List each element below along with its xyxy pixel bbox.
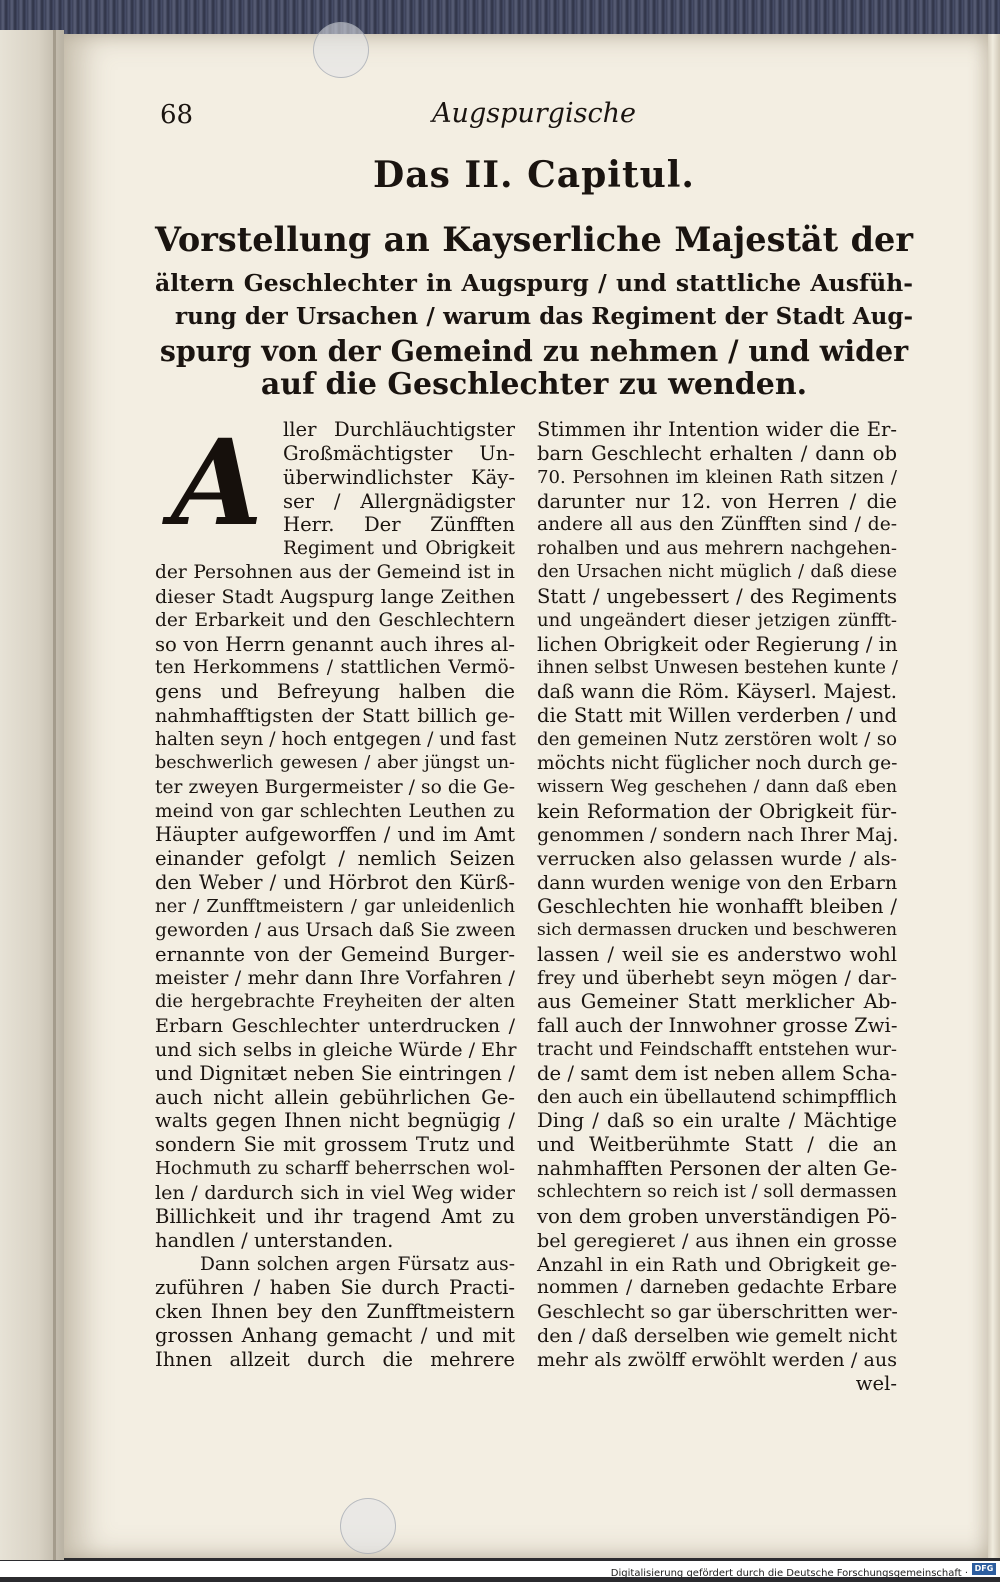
text-line: daß wann die Röm. Käyserl. Majest. (537, 680, 897, 704)
text-line: cken Ihnen bey den Zunfftmeistern (155, 1300, 515, 1324)
text-line: handlen / unterstanden. (155, 1228, 394, 1252)
text-line: Hochmuth zu scharff beherrschen wol- (155, 1158, 515, 1180)
text-line: nahmhafften Personen der alten Ge- (537, 1157, 898, 1181)
page-content (155, 98, 913, 1395)
text-line: meister / mehr dann Ihre Vorfahren / (155, 966, 515, 990)
text-line: halten seyn / hoch entgegen / und fast (155, 728, 517, 750)
text-line: genommen / sondern nach Ihrer Maj. (537, 823, 899, 847)
text-line: der Persohnen aus der Gemeind ist in (155, 562, 515, 584)
text-line: lassen / weil sie es anderstwo wohl (537, 942, 897, 966)
text-line: möchts nicht füglicher noch durch ge- (537, 752, 898, 774)
digitization-footer (0, 1561, 1000, 1577)
text-line: gens und Befreyung halben die (155, 680, 515, 704)
title-line-3: rung der Ursachen / warum das Regiment der Stadt Aug- (175, 303, 913, 330)
text-line: meind von gar schlechten Leuthen zu (155, 800, 515, 822)
text-line: den auch ein übellautend schimpfflich (537, 1086, 897, 1108)
text-line: von dem groben unverständigen Pö- (537, 1204, 897, 1228)
text-line: ten Herkommens / stattlichen Vermö- (155, 657, 515, 679)
text-line: dieser Stadt Augspurg lange Zeithen (155, 584, 515, 608)
text-line: Herr. Der Zünfften (283, 513, 515, 537)
text-line: Häupter aufgeworffen / und im Amt (155, 823, 515, 847)
text-line: nommen / darneben gedachte Erbare (537, 1277, 897, 1299)
text-line: der Erbarkeit und den Geschlechtern (155, 609, 515, 631)
text-line: beschwerlich gewesen / aber jüngst un- (155, 752, 515, 773)
text-line: Dann solchen argen Fürsatz aus- (200, 1253, 515, 1275)
text-line: wissern Weg geschehen / dann daß eben (537, 776, 897, 797)
text-line: ser / Allergnädigster (283, 489, 515, 513)
text-line: darunter nur 12. von Herren / die (537, 489, 897, 513)
text-line: schlechtern so reich ist / soll dermassen (537, 1182, 897, 1202)
text-line: die hergebrachte Freyheiten der alten (155, 991, 515, 1013)
text-line: und sich selbs in gleiche Würde / Ehr (155, 1037, 517, 1061)
title-line-4: spurg von der Gemeind zu nehmen / und wider (159, 334, 909, 368)
text-line: ernannte von der Gemeind Burger- (155, 942, 515, 966)
drop-cap-letter: A (171, 413, 263, 552)
page-number: 68 (160, 100, 194, 130)
text-line: aus Gemeiner Statt merklicher Ab- (537, 990, 897, 1014)
text-line: sondern Sie mit grossem Trutz und (155, 1133, 515, 1157)
text-line: len / dardurch sich in viel Weg wider (155, 1181, 515, 1204)
title-line-5: auf die Geschlechter zu wenden. (260, 367, 808, 402)
text-line: grossen Anhang gemacht / und mit (155, 1324, 515, 1348)
text-line: wel- (855, 1371, 897, 1395)
text-line: und Dignitæt neben Sie eintringen / (155, 1061, 515, 1085)
glass-clip-top (313, 22, 369, 78)
text-line: den gemeinen Nutz zerstören wolt / so (537, 728, 897, 750)
text-line: den Weber / und Hörbrot den Kürß- (155, 871, 515, 895)
text-line: Erbarn Geschlechter unterdrucken / (155, 1014, 515, 1038)
text-line: walts gegen Ihnen nicht begnügig / (155, 1109, 515, 1133)
text-line: die Statt mit Willen verderben / und (537, 704, 897, 728)
text-line: Anzahl in ein Rath und Obrigkeit ge- (537, 1252, 897, 1276)
text-line: Ding / daß so ein uralte / Mächtige (537, 1109, 897, 1133)
text-line: andere all aus den Zünfften sind / de- (537, 514, 897, 536)
text-line: nahmhafftigsten der Statt billich ge- (155, 704, 515, 728)
text-line: rohalben und aus mehrern nachgehen- (537, 538, 897, 560)
text-line: 70. Persohnen im kleinen Rath sitzen / (537, 466, 897, 488)
text-line: den / daß derselben wie gemelt nicht (537, 1324, 898, 1348)
text-line: ner / Zunfftmeistern / gar unleidenlich (155, 895, 515, 917)
text-line: einander gefolgt / nemlich Seizen (155, 847, 515, 871)
text-line: den Ursachen nicht müglich / daß diese (537, 562, 897, 583)
text-line: de / samt dem ist neben allem Scha- (537, 1061, 898, 1085)
running-title: Augspurgische (432, 98, 636, 129)
title-line-1: Vorstellung an Kayserliche Majestät der (155, 220, 913, 259)
text-line: überwindlichster Käy- (283, 465, 515, 489)
text-line: Statt / ungebessert / des Regiments (537, 584, 897, 608)
text-line: barn Geschlecht erhalten / dann ob (537, 441, 897, 465)
chapter-heading: Das II. Capitul. (373, 154, 695, 196)
text-line: ller Durchläuchtigster (283, 418, 515, 441)
left-page-edge (0, 30, 64, 1560)
text-line: kein Reformation der Obrigkeit für- (537, 799, 897, 823)
text-line: ter zweyen Burgermeister / so die Ge- (155, 776, 515, 798)
dfg-logo: DFG (972, 1563, 996, 1575)
text-line: Ihnen allzeit durch die mehrere (155, 1347, 515, 1371)
text-line: Stimmen ihr Intention wider die Er- (537, 418, 897, 441)
text-line: sich dermassen drucken und beschweren (537, 919, 897, 940)
text-line: verrucken also gelassen wurde / als- (537, 847, 897, 871)
text-line: zuführen / haben Sie durch Practi- (155, 1276, 515, 1300)
text-line: frey und überhebt seyn mögen / dar- (537, 966, 897, 990)
text-line: lichen Obrigkeit oder Regierung / in (537, 632, 898, 656)
page-fore-edge (988, 34, 1000, 1558)
text-line: tracht und Feindschafft entstehen wur- (537, 1038, 897, 1060)
title-line-2: ältern Geschlechter in Augspurg / und stattliche Ausfüh- (155, 269, 913, 297)
text-line: bel geregieret / aus ihnen ein grosse (537, 1228, 897, 1252)
text-line: dann wurden wenige von den Erbarn (537, 871, 898, 895)
text-line: Geschlecht so gar überschritten wer- (537, 1300, 898, 1324)
drop-cap (157, 413, 275, 552)
text-line: mehr als zwölff erwöhlt werden / aus (537, 1347, 897, 1371)
text-line: auch nicht allein gebührlichen Ge- (155, 1085, 515, 1109)
text-line: und Weitberühmte Statt / die an (537, 1133, 897, 1157)
text-line: fall auch der Innwohner grosse Zwi- (537, 1014, 898, 1038)
page-header (155, 98, 913, 138)
text-line: Geschlechten hie wonhafft bleiben / (537, 894, 897, 918)
glass-clip-bottom (340, 1498, 396, 1554)
text-line: geworden / aus Ursach daß Sie zween (155, 919, 516, 941)
right-column (537, 418, 897, 1396)
text-line: Regiment und Obrigkeit (283, 538, 515, 560)
left-column (155, 413, 517, 1372)
text-line: Großmächtigster Un- (283, 441, 515, 465)
text-line: ihnen selbst Unwesen bestehen kunte / (537, 657, 898, 679)
text-line: so von Herrn genannt auch ihres al- (155, 632, 515, 656)
footer-credit: Digitalisierung gefördert durch die Deutsche Forschungsgemeinschaft · (610, 1568, 968, 1579)
text-line: Billichkeit und ihr tragend Amt zu (155, 1204, 515, 1228)
text-line: und ungeändert dieser jetzigen zünfft- (537, 609, 897, 631)
